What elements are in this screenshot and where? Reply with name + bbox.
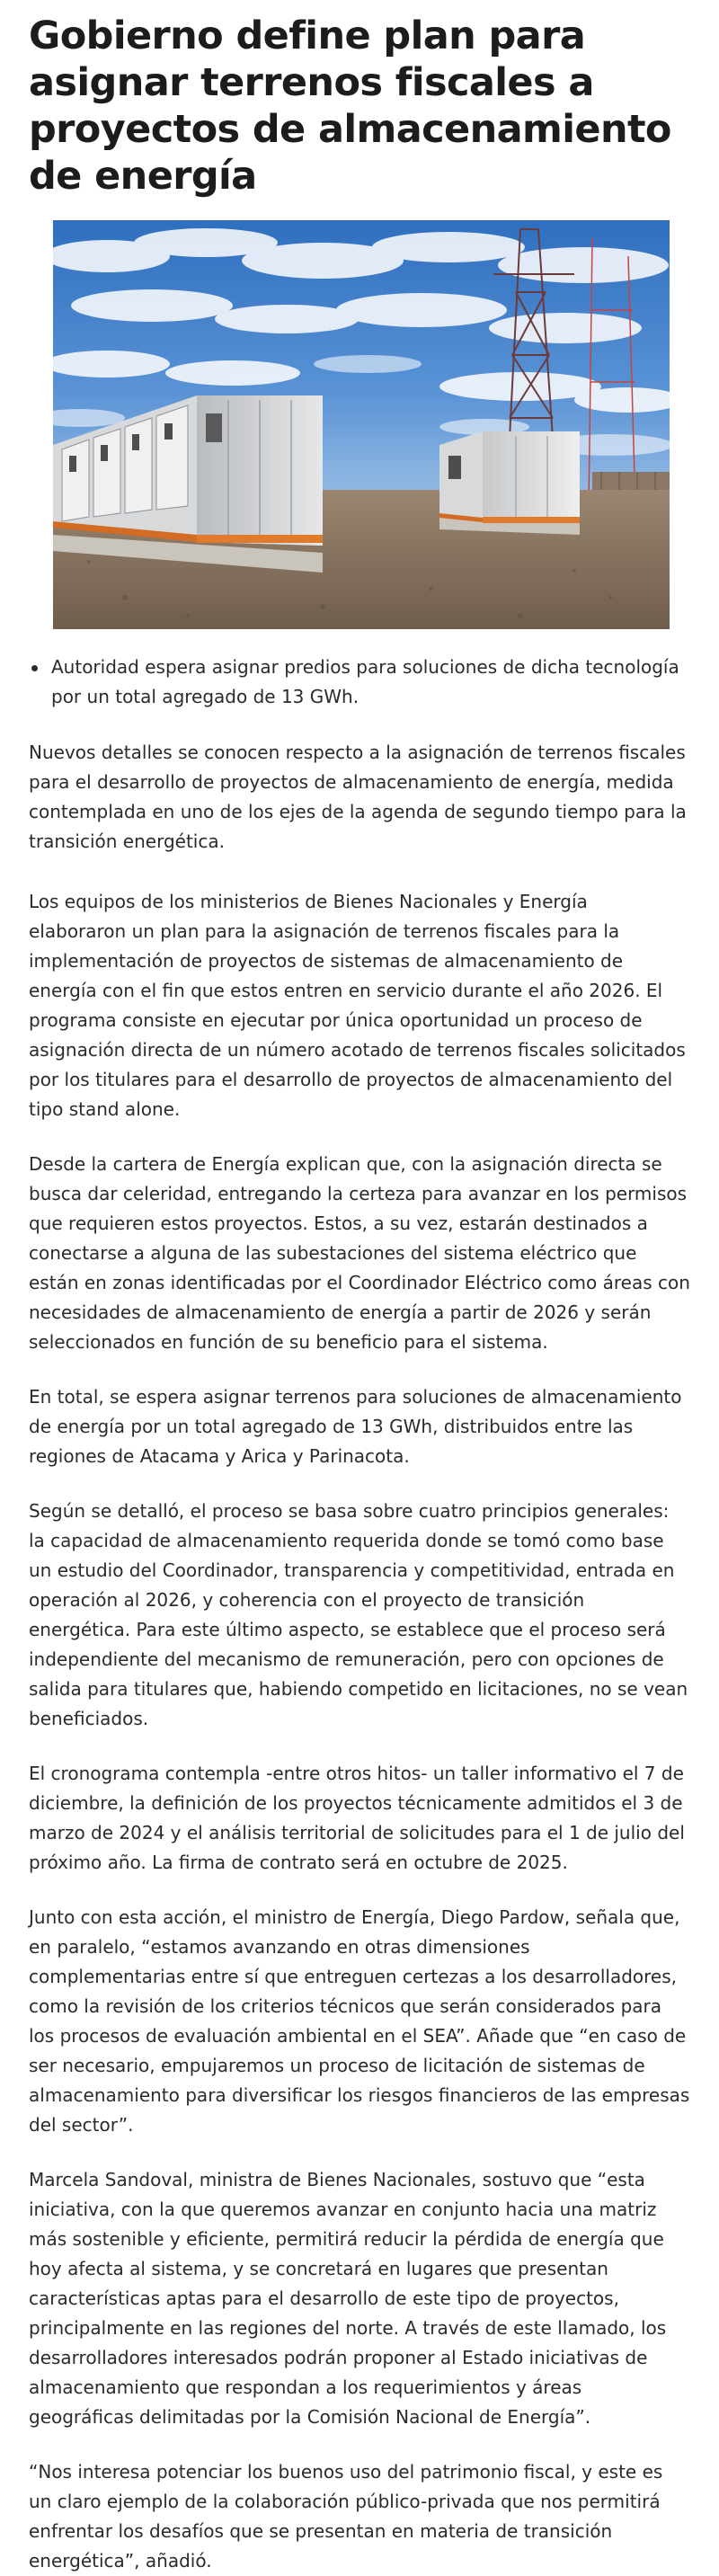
body-paragraph: Marcela Sandoval, ministra de Bienes Nacionales, sostuvo que “esta iniciativa, con la que queremos avanzar en conjunto hacia una matriz más sostenible y eficiente, permitirá reducir la pérdida de energía que hoy afecta al sistema, y se concretará en lugares que presentan características aptas para el desarrollo de este tipo de proyectos, principalmente en las regiones del norte. A través de este llamado, los desarrolladores interesados podrán proponer al Estado iniciativas de almacenamiento que respondan a los requerimientos y áreas geográficas delimitadas por la Comisión Nacional de Energía”. (29, 2169, 667, 2428)
body-paragraph: Junto con esta acción, el ministro de Energía, Diego Pardow, señala que, en paralelo, “estamos avanzando en otras dimensiones complementarias entre sí que entreguen certezas a los desarrolladores, como la revisión de los criterios técnicos que serán considerados para los procesos de evaluación ambiental en el SEA”. Añade que “en caso de ser necesario, empujaremos un proceso de licitación de sistemas de almacenamiento para diversificar los riesgos financieros de las empresas del sector”. (29, 1906, 690, 2136)
body-paragraph: El cronograma contempla -entre otros hitos- un taller informativo el 7 de diciembre, la definición de los proyectos técnicamente admitidos el 3 de marzo de 2024 y el análisis territorial de solicitudes para el 1 de julio del próximo año. La firma de contrato será en octubre de 2025. (29, 1763, 685, 1873)
summary-bullet: Autoridad espera asignar predios para soluciones de dicha tecnología por un total agregado de 13 GWh. (51, 653, 690, 712)
body-paragraph: Según se detalló, el proceso se basa sobre cuatro principios generales: la capacidad de almacenamiento requerida donde se tomó como base un estudio del Coordinador, transparencia y competitividad, entrada en operación al 2026, y coherencia con el proyecto de transición energética. Para este último aspecto, se establece que el proceso será independiente del mecanismo de remuneración, pero con opciones de salida para titulares que, habiendo competido en licitaciones, no se vean beneficiados. (29, 1500, 688, 1729)
hero-image-wrapper (29, 220, 670, 629)
body-paragraph: “Nos interesa potenciar los buenos uso del patrimonio fiscal, y este es un claro ejemplo de la colaboración público-privada que nos permitirá enfrentar los desafíos que se presentan en materia de transición energética”, añadió. (29, 2461, 663, 2572)
body-paragraph: Desde la cartera de Energía explican que, con la asignación directa se busca dar celeridad, entregando la certeza para avanzar en los permisos que requieren estos proyectos. Estos, a su vez, estarán destinados a conectarse a alguna de las subestaciones del sistema eléctrico que están en zonas identificadas por el Coordinador Eléctrico como áreas con necesidades de almacenamiento de energía a partir de 2026 y serán seleccionados en función de su beneficio para el sistema. (29, 1153, 690, 1353)
body-paragraph: En total, se espera asignar terrenos para soluciones de almacenamiento de energía por un total agregado de 13 GWh, distribuidos entre las regiones de Atacama y Arica y Parinacota. (29, 1386, 682, 1467)
lead-paragraph: Nuevos detalles se conocen respecto a la asignación de terrenos fiscales para el desarrollo de proyectos de almacenamiento de energía, medida contemplada en uno de los ejes de la agenda de segundo tiempo para la transición energética. (29, 742, 687, 852)
body-paragraph: Los equipos de los ministerios de Bienes Nacionales y Energía elaboraron un plan para la asignación de terrenos fiscales para la implementación de proyectos de sistemas de almacenamiento de energía con el fin que estos entren en servicio durante el año 2026. El programa consiste en ejecutar por única oportunidad un proceso de asignación directa de un número acotado de terrenos fiscales solicitados por los titulares para el desarrollo de proyectos de almacenamiento del tipo stand alone. (29, 891, 686, 1120)
summary-bullet-list (29, 653, 690, 712)
article-title: Gobierno define plan para asignar terrenos fiscales a proyectos de almacenamiento de energía (29, 13, 671, 199)
hero-image (53, 220, 670, 629)
bullet-dot-icon (31, 665, 38, 671)
